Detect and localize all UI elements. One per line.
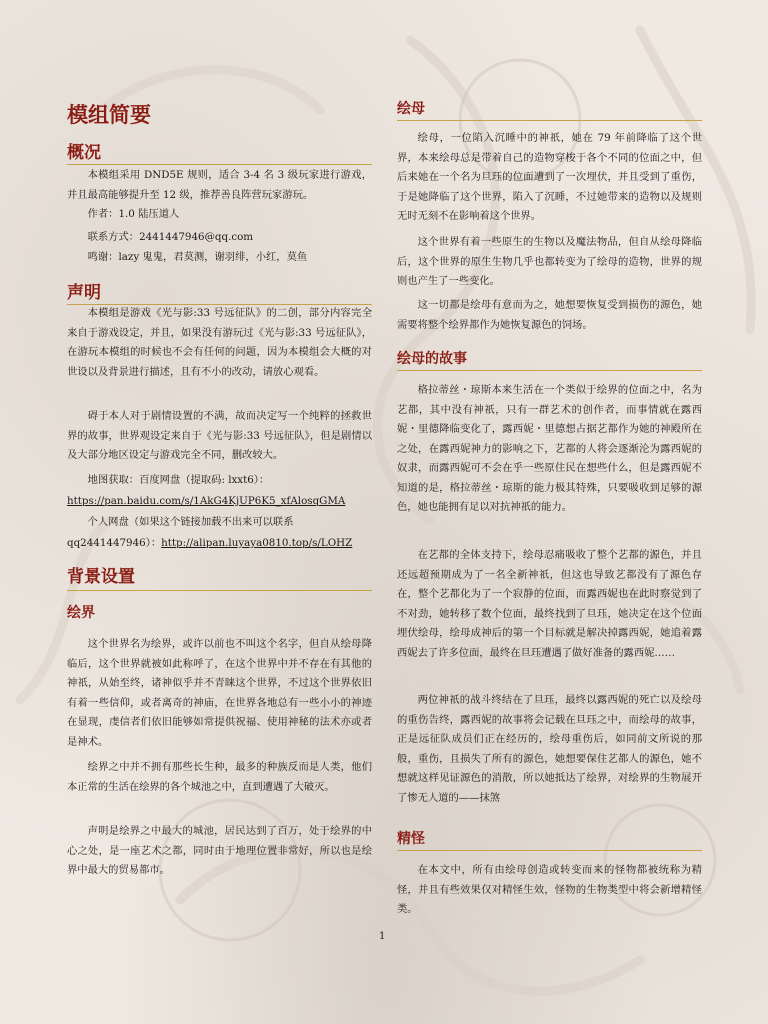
statement-heading: 声明 xyxy=(67,283,101,303)
map-url[interactable]: https://pan.baidu.com/s/1AkG4KjUP6K5_xfAlosqGMA xyxy=(67,495,346,507)
statement-paragraph-1: 本模组是游戏《光与影:33 号远征队》的二创，部分内容完全来自于游戏设定，并且，如果没有游玩过《光与影:33 号远征队》，在游玩本模组的时候也不会有任何的问题，因为本模组会大概的对世设以及背景进行描述，且有不小的改动，请放心观看。 xyxy=(67,307,372,378)
story-rule xyxy=(397,370,702,371)
story-paragraph-1: 格拉蒂丝・琼斯本来生活在一个类似于绘界的位面之中，名为艺都，其中没有神祇，只有一群艺术的创作者，而事情就在露西妮・里德降临变化了，露西妮・里德想占据艺都作为她的神殿所在之处，在露西妮神力的影响之下，艺都的人将会逐渐沦为露西妮的奴隶，而露西妮可不会在乎一些原住民在想些什么，但是露西妮不知道的是，格拉蒂丝・琼斯的能力极其特殊，只要吸收到足够的源色，她也能拥有足以对抗神祇的能力。 xyxy=(397,384,702,513)
author-line: 作者：1.0 陆压道人 xyxy=(87,208,180,220)
statement-paragraph-2: 碍于本人对于剧情设置的不满，故而决定写一个纯粹的拯救世界的故事，世界观设定来自于《光与影:33 号远征队》，但是剧情以及大部分地区设定与游戏完全不同，删改较大。 xyxy=(67,410,372,461)
mother-heading: 绘母 xyxy=(397,101,425,117)
world-paragraph-2: 绘界之中并不拥有那些长生种，最多的种族反而是人类，他们本正常的生活在绘界的各个城池之中，直到遭遇了大破灭。 xyxy=(67,761,372,793)
overview-heading: 概况 xyxy=(67,143,101,163)
background-heading: 背景设置 xyxy=(67,567,135,587)
page-number: 1 xyxy=(379,931,386,942)
monsters-rule xyxy=(397,850,702,851)
mother-paragraph-3: 这一切都是绘母有意而为之，她想要恢复受到损伤的源色，她需要将整个绘界都作为她恢复源色的饲场。 xyxy=(397,299,702,331)
background-rule xyxy=(67,590,372,591)
mother-paragraph-1: 绘母，一位陷入沉睡中的神祇，她在 79 年前降临了这个世界，本来绘母总是带着自己的造物穿梭于各个不同的位面之中，但后来她在一个名为旦珏的位面遭到了一次埋伏，并且受到了重伤，于是她降临了这个世界，陷入了沉睡，不过她带来的造物以及规则无时无刻不在影响着这个世界。 xyxy=(397,132,702,222)
personal-line-prefix: qq2441447946）： xyxy=(67,537,162,549)
monsters-paragraph: 在本文中，所有由绘母创造或转变而来的怪物都被统称为精怪，并且有些效果仅对精怪生效，怪物的生物类型中将会新增精怪类。 xyxy=(397,864,702,915)
overview-paragraph: 本模组采用 DND5E 规则，适合 3-4 名 3 级玩家进行游戏，并且最高能够提升至 12 级，推荐善良阵营玩家游玩。 xyxy=(67,169,372,201)
story-paragraph-3: 两位神祇的战斗终结在了旦珏，最终以露西妮的死亡以及绘母的重伤告终，露西妮的故事将会记载在旦珏之中，而绘母的故事，正是远征队成员们正在经历的，绘母重伤后，如同前文所说的那般，重伤，且损失了所有的源色，她想要保住艺都人的源色，她不想就这样见证源色的消散，所以她抵达了绘界，对绘界的生物展开了惨无人道的——抹煞 xyxy=(397,694,702,804)
monsters-heading: 精怪 xyxy=(397,831,425,847)
overview-rule xyxy=(67,164,372,165)
contact-line: 联系方式：2441447946@qq.com xyxy=(87,231,254,243)
map-link[interactable] xyxy=(67,492,372,512)
personal-url[interactable]: http://alipan.luyaya0810.top/s/LOHZ xyxy=(161,537,353,549)
map-line: 地图获取：百度网盘（提取码: lxxt6）： xyxy=(87,474,270,486)
story-paragraph-2: 在艺都的全体支持下，绘母忍痛吸收了整个艺都的源色，并且还远超预期成为了一名全新神祇，但这也导致艺都没有了源色存在，整个艺都化为了一个寂静的位面，而露西妮也在此时察觉到了不对劲，她转移了数个位面，最终找到了旦珏，她决定在这个位面埋伏绘母，绘母成神后的第一个目标就是解决掉露西妮，她追着露西妮去了许多位面，最终在旦珏遭遇了做好准备的露西妮…… xyxy=(397,549,702,659)
story-heading: 绘母的故事 xyxy=(397,351,467,367)
world-heading: 绘界 xyxy=(67,605,95,621)
personal-line-2 xyxy=(67,534,372,554)
personal-line-1: 个人网盘（如果这个链接加载不出来可以联系 xyxy=(87,516,294,528)
module-title: 模组简要 xyxy=(67,102,151,127)
world-paragraph-1: 这个世界名为绘界，或许以前也不叫这个名字，但自从绘母降临后，这个世界就被如此称呼了，在这个世界中并不存在有其他的神祇，从始至终，诸神似乎并不青睐这个世界，不过这个世界依旧有着一些信仰，或者离奇的神庙，在世界各地总有一些小小的神迹在显现，虔信者们依旧能够如常提供祝福、使用神秘的法术亦或者是神术。 xyxy=(67,638,372,748)
mother-rule xyxy=(397,120,702,121)
world-paragraph-3: 声明是绘界之中最大的城池，居民达到了百万，处于绘界的中心之处，是一座艺术之都，同时由于地理位置非常好，所以也是绘界中最大的贸易都市。 xyxy=(67,825,372,876)
mother-paragraph-2: 这个世界有着一些原生的生物以及魔法物品，但自从绘母降临后，这个世界的原生生物几乎也都转变为了绘母的造物，世界的规则也产生了一些变化。 xyxy=(397,236,702,287)
thanks-line: 鸣谢：lazy 鬼鬼，君莫测，谢羽绯，小红，莫鱼 xyxy=(87,251,308,263)
